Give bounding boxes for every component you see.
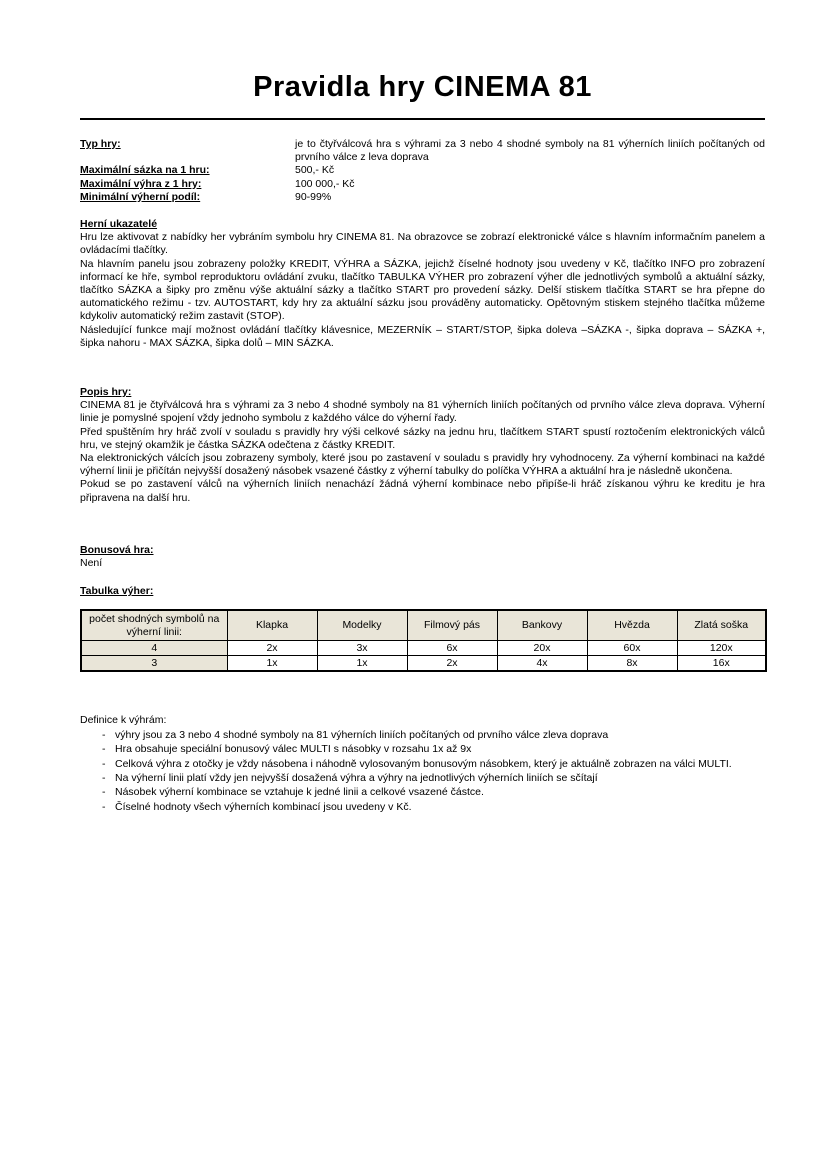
- paragraph: Hru lze aktivovat z nabídky her vybráním symbolu hry CINEMA 81. Na obrazovce se zobrazí elektronické válce s hlavním informačním panelem a ovládacími tlačítky.: [80, 231, 765, 257]
- table-header-cell-klapka: Klapka: [227, 610, 317, 640]
- info-row-max-vyhra: [80, 178, 765, 191]
- paragraph: Pokud se po zastavení válců na výherních liniích nenachází žádná výherní kombinace nebo připíše-li hráč získanou výhru ke kreditu je hra připravena na další hru.: [80, 478, 765, 504]
- info-block: [80, 138, 765, 204]
- section-heading-herni-ukazatele: Herní ukazatelé: [80, 218, 158, 231]
- table-row: [81, 640, 766, 655]
- list-item: [80, 742, 765, 756]
- info-row-min-podil: [80, 191, 765, 204]
- list-item-text: Na výherní linii platí vždy jen nejvyšší dosažená výhra a výhry na jednotlivých výherních liniích se sčítají: [115, 772, 598, 785]
- section-heading-popis-hry: Popis hry:: [80, 386, 132, 399]
- table-cell: 16x: [677, 655, 766, 671]
- info-label: Minimální výherní podíl:: [80, 190, 201, 203]
- list-item: [80, 785, 765, 799]
- list-item: [80, 771, 765, 785]
- info-row-typ-hry: [80, 138, 765, 164]
- table-header-cell-filmovy-pas: Filmový pás: [407, 610, 497, 640]
- table-header-cell-hvezda: Hvězda: [587, 610, 677, 640]
- section-tabulka-vyher: [80, 585, 765, 672]
- info-row-max-sazka: [80, 164, 765, 177]
- list-item-text: výhry jsou za 3 nebo 4 shodné symboly na 81 výherních liniích počítaných od prvního válce zleva doprava: [115, 729, 609, 742]
- table-cell: 6x: [407, 640, 497, 655]
- list-item-text: Celková výhra z otočky je vždy násobena i náhodně vylosovaným bonusovým násobkem, který je aktuálně zobrazen na válci MULTI.: [115, 757, 732, 770]
- info-label: Maximální sázka na 1 hru:: [80, 164, 210, 177]
- page-title: Pravidla hry CINEMA 81: [253, 71, 592, 103]
- title-divider: [80, 118, 765, 120]
- info-value: 100 000,- Kč: [295, 177, 355, 190]
- list-item-text: Číselné hodnoty všech výherních kombinací jsou uvedeny v Kč.: [115, 800, 412, 813]
- section-herni-ukazatele: [80, 218, 765, 350]
- paragraph: Na hlavním panelu jsou zobrazeny položky KREDIT, VÝHRA a SÁZKA, jejichž číselné hodnoty jsou uvedeny v Kč, tlačítko INFO pro zobrazení informací ke hře, symbol reproduktoru ovládání zvuku, tlačítko TABULKA VÝHER pro zobrazení výher dle jednotlivých symbolů a aktuální sázky, tlačítko SÁZKA a šipky pro změnu výše aktuální sázky a tlačítko START pro provedení sázky. Delší stiskem tlačítka START se hra přepne do automatického režimu - tzv. AUTOSTART, kdy hry za aktuální sázku jsou prováděny automaticky. Opětovným stiskem stejného tlačítka můžeme kdykoliv automatický režim zastavit (STOP).: [80, 257, 765, 323]
- table-header-row: [81, 610, 766, 640]
- bonus-text: Není: [80, 557, 103, 570]
- payout-table: [80, 609, 767, 672]
- bullet-marker: -: [102, 800, 106, 813]
- definitions-list: [80, 728, 765, 814]
- table-cell: 20x: [497, 640, 587, 655]
- info-value: je to čtyřválcová hra s výhrami za 3 nebo 4 shodné symboly na 81 výherních liniích počítaných od prvního válce z leva doprava: [295, 138, 765, 164]
- table-cell: 60x: [587, 640, 677, 655]
- bullet-marker: -: [102, 729, 106, 742]
- list-item: [80, 757, 765, 771]
- info-value: 500,- Kč: [295, 164, 335, 177]
- list-item-text: Násobek výherní kombinace se vztahuje k jedné linii a celkové vsazené částce.: [115, 786, 484, 799]
- table-cell: 1x: [317, 655, 407, 671]
- bullet-marker: -: [102, 786, 106, 799]
- table-header-cell-symbol-count: počet shodných symbolů na výherní linii:: [81, 610, 227, 640]
- list-item: [80, 800, 765, 814]
- table-row: [81, 655, 766, 671]
- table-cell: 4x: [497, 655, 587, 671]
- table-cell: 1x: [227, 655, 317, 671]
- list-item: [80, 728, 765, 742]
- table-header-cell-zlata-soska: Zlatá soška: [677, 610, 766, 640]
- info-label: Maximální výhra z 1 hry:: [80, 177, 202, 190]
- section-heading-definice-k-vyhram: Definice k výhrám:: [80, 713, 167, 726]
- table-cell: 3: [81, 655, 227, 671]
- table-cell: 3x: [317, 640, 407, 655]
- table-cell: 2x: [227, 640, 317, 655]
- table-header-cell-bankovy: Bankovy: [497, 610, 587, 640]
- paragraph: Před spuštěním hry hráč zvolí v souladu s pravidly hry výši celkové sázky na jednu hru, tlačítkem START spustí roztočením elektronických válců hru, ve stejný okamžik je částka SÁZKA odečtena z částky KREDIT.: [80, 425, 765, 451]
- paragraph: Následující funkce mají možnost ovládání tlačítky klávesnice, MEZERNÍK – START/STOP, šipka doleva –SÁZKA -, šipka doprava – SÁZKA +, šipka nahoru - MAX SÁZKA, šipka dolů – MIN SÁZKA.: [80, 323, 765, 349]
- list-item-text: Hra obsahuje speciální bonusový válec MULTI s násobky v rozsahu 1x až 9x: [115, 743, 472, 756]
- paragraph: Na elektronických válcích jsou zobrazeny symboly, které jsou po zastavení v souladu s pravidly hry vyhodnoceny. Za výherní kombinaci na každé výherní linii je přičítán nejvyšší dosažený násobek vsazené částky z výherní tabulky do políčka VÝHRA a aktuální hra je následně ukončena.: [80, 452, 765, 478]
- section-bonusova-hra: [80, 544, 765, 570]
- section-heading-tabulka-vyher: Tabulka výher:: [80, 585, 154, 598]
- table-cell: 120x: [677, 640, 766, 655]
- table-header-cell-modelky: Modelky: [317, 610, 407, 640]
- info-value: 90-99%: [295, 190, 332, 203]
- bullet-marker: -: [102, 772, 106, 785]
- section-heading-bonusova-hra: Bonusová hra:: [80, 543, 154, 556]
- bullet-marker: -: [102, 757, 106, 770]
- section-popis-hry: [80, 386, 765, 505]
- info-label: Typ hry:: [80, 138, 121, 150]
- table-cell: 8x: [587, 655, 677, 671]
- paragraph: CINEMA 81 je čtyřválcová hra s výhrami za 3 nebo 4 shodné symboly na 81 výherních liniích počítaných od prvního válce zleva doprava. Výherní linie je pomyslné spojení vždy jednoho symbolu z každého válce do výherní řady.: [80, 399, 765, 425]
- table-cell: 4: [81, 640, 227, 655]
- table-cell: 2x: [407, 655, 497, 671]
- section-definice-k-vyhram: [80, 714, 765, 814]
- bullet-marker: -: [102, 743, 106, 756]
